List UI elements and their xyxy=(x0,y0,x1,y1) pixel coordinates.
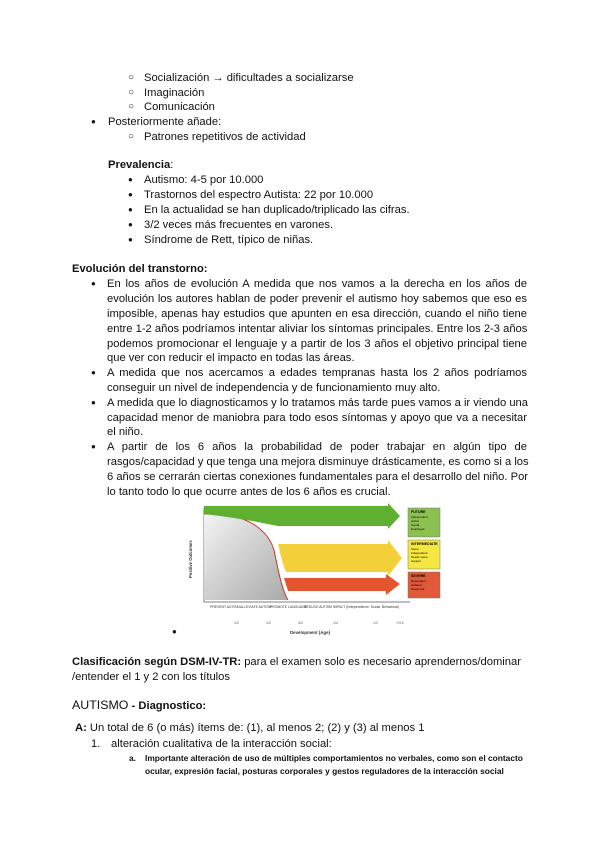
paragraph-line: imposible, apenas hay estudios que apunten en esa dirección, cuando el niño tiene xyxy=(107,308,527,320)
item-number: 1. xyxy=(91,738,101,750)
tick-label: 1/2 xyxy=(373,621,378,625)
prevalencia-heading xyxy=(108,158,173,172)
box-line: Employed xyxy=(411,527,425,531)
hollow-bullet-icon: ○ xyxy=(128,101,135,112)
paragraph-line: conseguir un nivel de independencia y de funcionamiento muy alto. xyxy=(107,382,441,394)
evolucion-heading: Evolución del transtorno: xyxy=(72,263,208,275)
phase-label: REDUCE AUTISM IMPACT (Independence, Social, Behavioral) xyxy=(304,605,400,609)
paragraph-line: 6 años se cerrarán ciertas conexiones fundamentales para el desarrollo del niño. Por xyxy=(107,471,529,483)
paragraph-line: que ver con reducir el impacto en todas las áreas. xyxy=(107,352,355,364)
box-line: Dependent xyxy=(411,579,426,583)
box-line: support xyxy=(411,559,422,563)
paragraph-line: evolución los autores hablan de poder prevenir el autismo hoy sabemos que eso es xyxy=(107,293,527,305)
box-line: Active xyxy=(411,519,420,523)
box-line: Isolated xyxy=(411,583,422,587)
hollow-bullet-icon: ○ xyxy=(128,87,135,98)
list-item: Comunicación xyxy=(144,101,215,113)
box-title: INTERMEDIATE xyxy=(411,542,438,546)
paragraph-line: el niño. xyxy=(107,426,144,438)
box-title: FUTURE xyxy=(411,510,426,514)
list-item: Trastornos del espectro Autista: 22 por 10.000 xyxy=(144,189,374,201)
red-arrow xyxy=(284,574,400,595)
paragraph-line: entre 1-2 años podríamos intentar aliviar los síntomas principales. Entre los 2-3 años xyxy=(107,323,528,335)
box-line: Needs some xyxy=(411,555,428,559)
hollow-bullet-icon: ○ xyxy=(128,131,135,142)
box-line: Social xyxy=(411,523,420,527)
list-item: Autismo: 4-5 por 10.000 xyxy=(144,174,264,186)
y-axis-label: Positive Outcomes xyxy=(188,540,193,578)
list-item: Posteriormente añade: xyxy=(108,116,222,128)
clasificacion-rest: para el examen solo es necesario aprendernos/dominar xyxy=(241,656,521,668)
tick-label: 3/4 xyxy=(298,621,303,625)
bullet-icon: ● xyxy=(128,235,133,244)
paragraph-line: podemos promocionar el lenguaje y a partir de los 3 años el objetivo principal tiene xyxy=(107,338,527,350)
box-line: independent xyxy=(411,551,428,555)
phase-label: PREVENT AUTISM xyxy=(210,605,240,609)
autismo-heading xyxy=(72,698,206,713)
clasificacion-bold: Clasificación según DSM-IV-TR: xyxy=(72,656,242,668)
phase-label: ALLEVIATE AUTISM xyxy=(240,605,272,609)
list-item: Patrones repetitivos de actividad xyxy=(144,131,306,143)
bullet-icon: ● xyxy=(91,368,96,377)
clasificacion-line2: /entender el 1 y 2 con los títulos xyxy=(72,671,230,683)
box-line: Some xyxy=(411,547,419,551)
list-item: En la actualidad se han duplicado/triplicado las cifras. xyxy=(144,204,410,216)
autism-outcomes-figure xyxy=(178,500,443,640)
list-item: Socialización → dificultades a socializarse xyxy=(144,72,354,84)
autismo-subheading: - Diagnostico: xyxy=(128,700,207,712)
list-item: 3/2 veces más frecuentes en varones. xyxy=(144,219,334,231)
autismo-word: AUTISMO xyxy=(72,698,129,712)
phase-label: PROMOTE LANGUAGE xyxy=(270,605,307,609)
hollow-bullet-icon: ○ xyxy=(128,72,135,83)
box-title: SEVERE xyxy=(411,574,426,578)
sub-item-line: ocular, expresión facial, posturas corporales y gestos reguladores de la interacción social xyxy=(145,766,504,776)
criterion-a-text: Un total de 6 (o más) ítems de: (1), al menos 2; (2) y (3) al menos 1 xyxy=(86,722,425,734)
bullet-icon: ● xyxy=(128,175,133,184)
paragraph-line: lo tanto todo lo que ocurre antes de los 6 años es crucial. xyxy=(107,486,391,498)
bullet-icon: ● xyxy=(91,442,96,451)
paragraph-line: A medida que lo diagnosticamos y lo tratamos más tarde pues vamos a ir viendo una xyxy=(107,397,528,409)
yellow-arrow xyxy=(278,540,402,576)
paragraph-line: A partir de los 6 años la probabilidad de poder trabajar en algún tipo de xyxy=(107,441,527,453)
clasificacion-line xyxy=(72,655,521,669)
sub-item-line: Importante alteración de uso de múltiples comportamientos no verbales, como son el contacto xyxy=(145,753,523,763)
paragraph-line: A medida que nos acercamos a edades tempranas hasta los 2 años podríamos xyxy=(107,367,527,379)
bullet-icon: ● xyxy=(91,398,96,407)
paragraph-line: En los años de evolución A medida que nos vamos a la derecha en los años de xyxy=(107,278,527,290)
sub-item-label: a. xyxy=(129,753,136,763)
criterion-a xyxy=(75,721,424,735)
bullet-icon: ● xyxy=(91,279,96,288)
tick-label: 1/2 xyxy=(234,621,239,625)
list-item: Síndrome de Rett, típico de niñas. xyxy=(144,234,314,246)
tick-label: 1/4 xyxy=(333,621,338,625)
box-line: Independent xyxy=(411,515,428,519)
tick-label: 7/4 5 xyxy=(396,621,404,625)
heading-colon: : xyxy=(170,159,174,171)
tick-label: 1/2 xyxy=(266,621,271,625)
bullet-icon: ● xyxy=(91,117,96,126)
bullet-icon: ● xyxy=(128,205,133,214)
bullet-icon: ● xyxy=(172,627,177,636)
item-text: alteración cualitativa de la interacción social: xyxy=(111,738,332,750)
box-line: Needs full xyxy=(411,587,425,591)
bullet-icon: ● xyxy=(128,220,133,229)
heading-text: Prevalencia xyxy=(108,159,171,171)
bullet-icon: ● xyxy=(128,190,133,199)
criterion-a-label: A: xyxy=(75,722,87,734)
paragraph-line: capacidad menor de maniobra para todo esos síntomas y apoyo que va a necesitar xyxy=(107,412,527,424)
paragraph-line: rasgos/capacidad y que tenga una mejora disminuye drásticamente, es como si a los xyxy=(107,456,529,468)
list-item: Imaginación xyxy=(144,87,205,99)
x-axis-label: Development (Age) xyxy=(290,630,331,635)
